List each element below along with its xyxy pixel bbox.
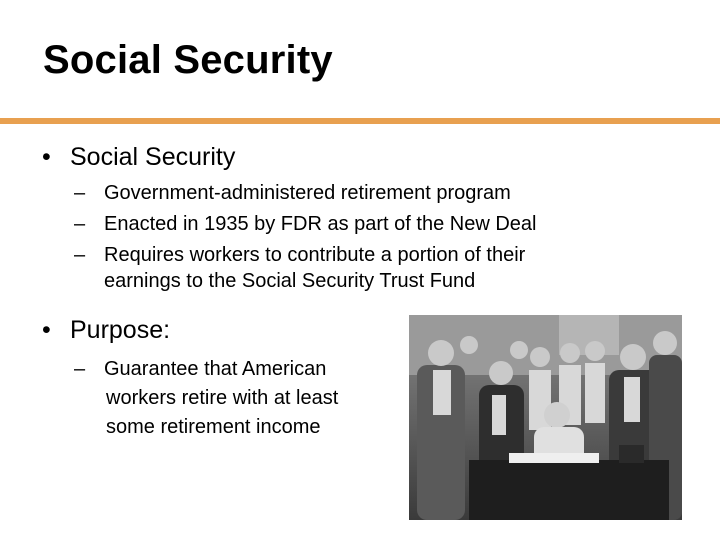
sub-bullet-label: Requires workers to contribute a portion of their bbox=[104, 244, 526, 266]
sub-bullet-item bbox=[74, 211, 536, 237]
sub-bullet-list bbox=[74, 180, 536, 294]
bullet-dot-icon: • bbox=[42, 143, 51, 171]
sub-bullet-continuation: workers retire with at least bbox=[106, 387, 339, 409]
bullet-purpose bbox=[42, 316, 170, 345]
sub-bullet-label: Enacted in 1935 by FDR as part of the New Deal bbox=[104, 213, 537, 235]
dash-icon: – bbox=[74, 182, 86, 204]
bullet-label: Social Security bbox=[70, 143, 236, 171]
dash-icon: – bbox=[74, 213, 86, 235]
slide-title: Social Security bbox=[43, 38, 333, 82]
purpose-sub-list bbox=[74, 355, 338, 442]
sub-bullet-label: Guarantee that American bbox=[104, 358, 327, 380]
sub-bullet-item bbox=[74, 355, 338, 384]
bullet-dot-icon: • bbox=[42, 316, 51, 344]
dash-icon: – bbox=[74, 244, 86, 266]
title-underline bbox=[0, 118, 720, 124]
bullet-social-security bbox=[42, 143, 235, 172]
sub-bullet-continuation: earnings to the Social Security Trust Fund bbox=[104, 270, 476, 292]
sub-bullet-continuation: some retirement income bbox=[106, 416, 321, 438]
dash-icon: – bbox=[74, 358, 86, 380]
photo-icon bbox=[409, 315, 682, 520]
sub-bullet-label: Government-administered retirement program bbox=[104, 182, 511, 204]
bullet-label: Purpose: bbox=[70, 316, 171, 344]
sub-bullet-item bbox=[74, 180, 536, 206]
sub-bullet-item bbox=[74, 242, 536, 294]
historical-photo bbox=[409, 315, 682, 520]
